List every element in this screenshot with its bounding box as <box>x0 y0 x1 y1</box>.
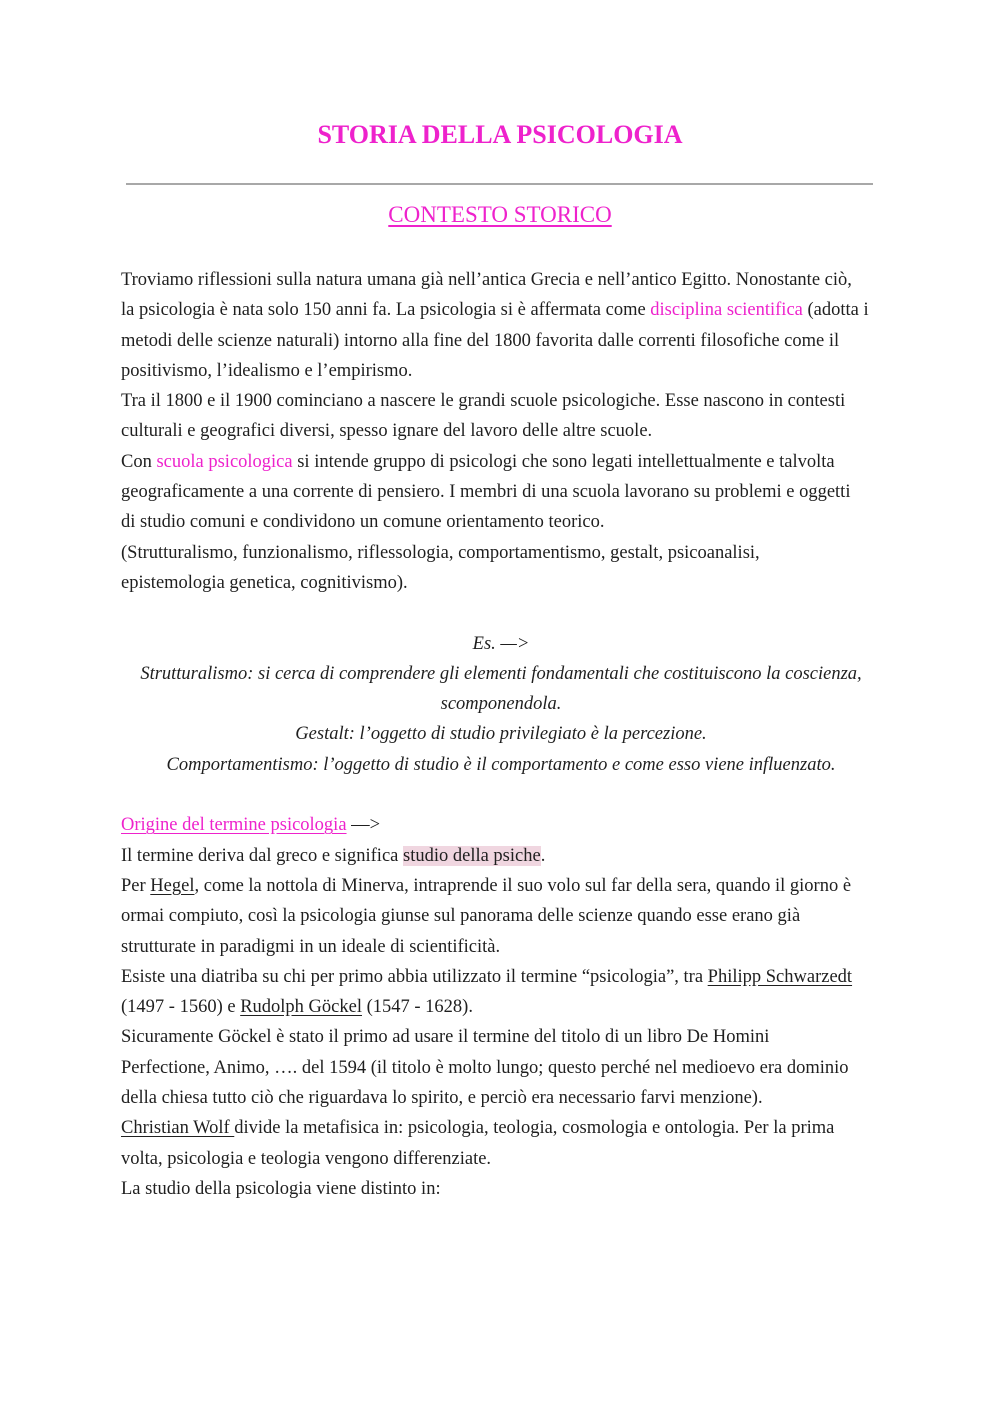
text-line: Con scuola psicologica si intende gruppo di psicologi che sono legati intellettualmente e talvolta <box>121 451 835 472</box>
keyword-disciplina-scientifica: disciplina scientifica <box>650 300 803 321</box>
text-line: epistemologia genetica, cognitivismo). <box>121 572 408 593</box>
document-body <box>121 265 881 1204</box>
name-philipp-schwarzedt: Philipp Schwarzedt <box>707 966 853 987</box>
text-line: di studio comuni e condividono un comune orientamento teorico. <box>121 512 605 533</box>
origin-heading: Origine del termine psicologia <box>121 815 347 836</box>
keyword-scuola-psicologica: scuola psicologica <box>156 451 293 472</box>
text-line: Sicuramente Göckel è stato il primo ad usare il termine del titolo di un libro De Homini <box>121 1027 770 1048</box>
horizontal-rule <box>126 183 873 185</box>
text-line: positivismo, l’idealismo e l’empirismo. <box>121 360 413 381</box>
example-line: Comportamentismo: l’oggetto di studio è il comportamento e come esso viene influenzato. <box>166 754 836 775</box>
text-line: culturali e geografici diversi, spesso ignare del lavoro delle altre scuole. <box>121 421 653 442</box>
text-line: Troviamo riflessioni sulla natura umana già nell’antica Grecia e nell’antico Egitto. Nonostante ciò, <box>121 270 852 290</box>
text-line: la psicologia è nata solo 150 anni fa. La psicologia si è affermata come disciplina scientifica (adotta i <box>121 300 869 321</box>
text-line: della chiesa tutto ciò che riguardava lo spirito, e perciò era necessario farvi menzione). <box>121 1088 763 1109</box>
examples-block <box>121 629 881 780</box>
spacer <box>121 780 881 810</box>
text-line: Per Hegel, come la nottola di Minerva, intraprende il suo volo sul far della sera, quando il giorno è <box>121 875 852 896</box>
section-title: CONTESTO STORICO <box>388 202 612 227</box>
example-line: Gestalt: l’oggetto di studio privilegiato è la percezione. <box>295 724 707 745</box>
text-line: geograficamente a una corrente di pensiero. I membri di una scuola lavorano su problemi e oggetti <box>121 482 851 503</box>
origin-section <box>121 810 881 1204</box>
text-line: (Strutturalismo, funzionalismo, riflessologia, comportamentismo, gestalt, psicoanalisi, <box>121 542 760 563</box>
name-hegel: Hegel <box>150 875 195 896</box>
intro-paragraph <box>121 265 881 598</box>
text-line: ormai compiuto, così la psicologia giunse sul panorama delle scienze quando esse erano già <box>121 906 801 927</box>
arrow-text: —> <box>346 815 381 836</box>
text-line: Perfectione, Animo, …. del 1594 (il titolo è molto lungo; questo perché nel medioevo era dominio <box>121 1057 849 1078</box>
text-line: volta, psicologia e teologia vengono differenziate. <box>121 1148 492 1169</box>
text-line: metodi delle scienze naturali) intorno alla fine del 1800 favorita dalle correnti filosofiche come il <box>121 330 840 351</box>
text-line: (1497 - 1560) e Rudolph Göckel (1547 - 1628). <box>121 997 473 1018</box>
name-christian-wolf: Christian Wolf <box>121 1118 235 1139</box>
text-line: Il termine deriva dal greco e significa studio della psiche. <box>121 845 546 866</box>
text-line: Christian Wolf divide la metafisica in: psicologia, teologia, cosmologia e ontologia. Per la prima <box>121 1118 835 1139</box>
name-rudolph-gockel: Rudolph Göckel <box>240 997 362 1018</box>
text-line: Esiste una diatriba su chi per primo abbia utilizzato il termine “psicologia”, tra Philipp Schwarzedt <box>121 966 853 987</box>
text-line: Tra il 1800 e il 1900 cominciano a nascere le grandi scuole psicologiche. Esse nascono in contesti <box>121 391 846 412</box>
text-line: La studio della psicologia viene distinto in: <box>121 1178 441 1199</box>
example-line: Strutturalismo: si cerca di comprendere gli elementi fondamentali che costituiscono la coscienza, <box>140 663 862 684</box>
spacer <box>121 598 881 628</box>
example-line: Es. —> <box>472 633 530 654</box>
document-title: STORIA DELLA PSICOLOGIA <box>317 120 683 149</box>
origin-heading-line <box>121 810 881 840</box>
example-line: scomponendola. <box>440 694 562 715</box>
highlight-studio-della-psiche: studio della psiche <box>403 845 541 866</box>
text-line: strutturate in paradigmi in un ideale di scientificità. <box>121 936 501 957</box>
